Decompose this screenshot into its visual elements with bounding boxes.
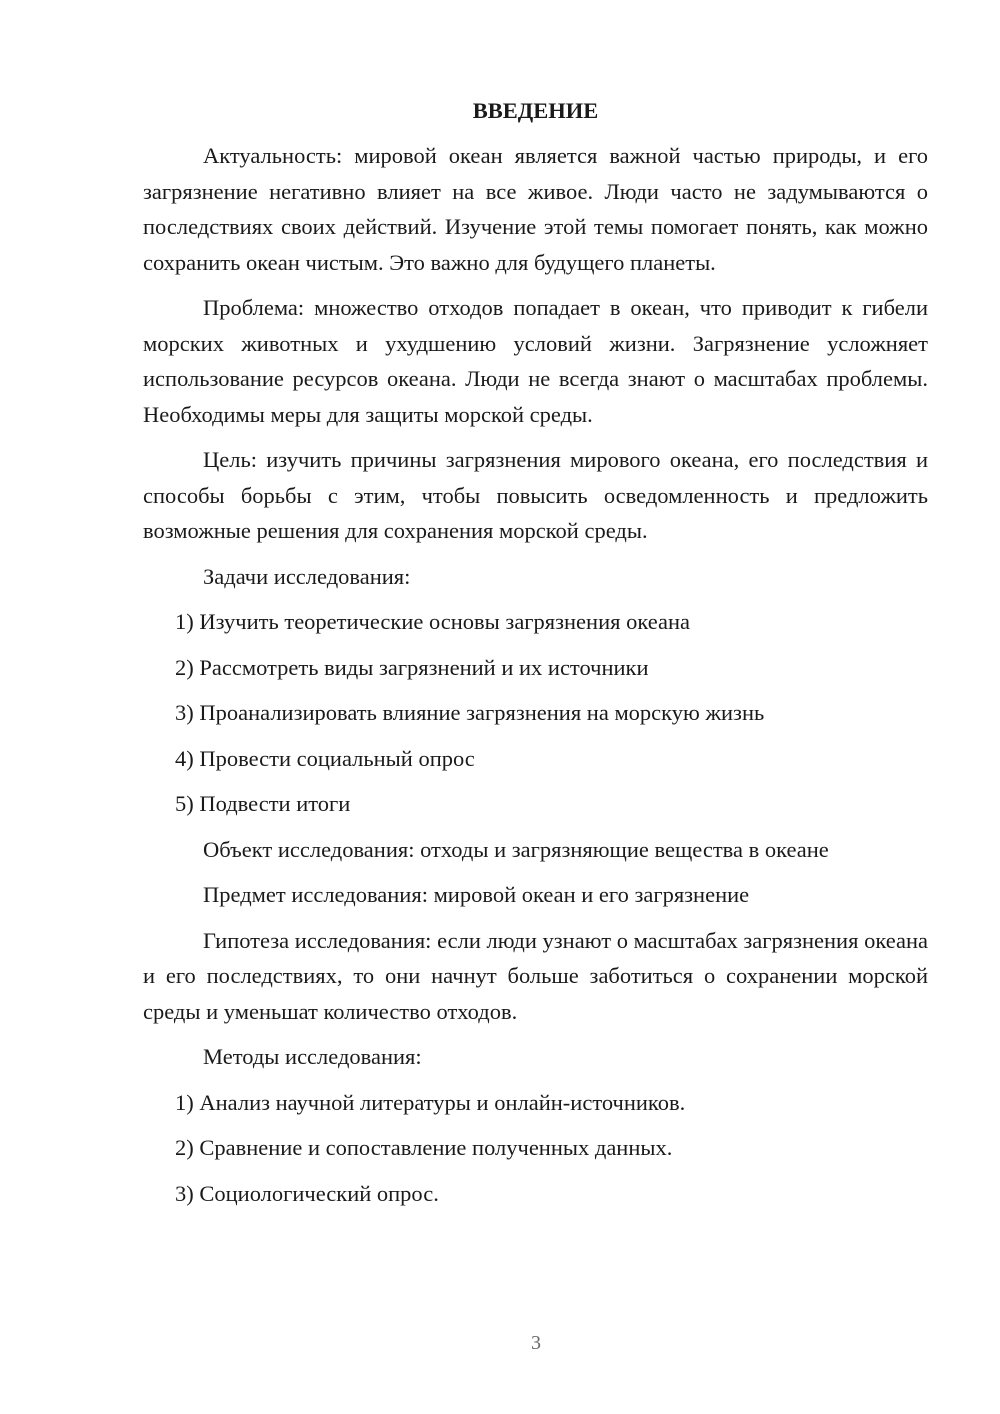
list-item: 2) Сравнение и сопоставление полученных данных. <box>175 1135 673 1160</box>
list-item: 5) Подвести итоги <box>175 791 351 816</box>
list-item: 1) Анализ научной литературы и онлайн-источников. <box>175 1089 686 1115</box>
goal-paragraph: Цель: изучить причины загрязнения мирового океана, его последствия и способы борьбы с этим, чтобы повысить осведомленность и предложить возможные решения для сохранения морской среды. <box>143 447 928 543</box>
methods-heading: Методы исследования: <box>203 1044 422 1069</box>
list-item: 4) Провести социальный опрос <box>175 745 475 771</box>
tasks-heading: Задачи исследования: <box>203 563 411 589</box>
list-item: 3) Социологический опрос. <box>175 1180 439 1206</box>
list-item: 1) Изучить теоретические основы загрязнения океана <box>175 609 690 634</box>
methods-list <box>143 1085 928 1212</box>
object-line: Объект исследования: отходы и загрязняющие вещества в океане <box>203 836 829 862</box>
problem-paragraph: Проблема: множество отходов попадает в океан, что приводит к гибели морских животных и ухудшению условий жизни. Загрязнение усложняет использование ресурсов океана. Люди не всегда знают о масштабах проблемы. Необходимы меры для защиты морской среды. <box>143 295 928 427</box>
relevance-paragraph: Актуальность: мировой океан является важной частью природы, и его загрязнение негативно влияет на все живое. Люди часто не задумываются о последствиях своих действий. Изучение этой темы помогает понять, как можно сохранить океан чистым. Это важно для будущего планеты. <box>143 143 928 275</box>
page-title: ВВЕДЕНИЕ <box>472 98 599 123</box>
list-item: 2) Рассмотреть виды загрязнений и их источники <box>175 654 649 680</box>
subject-line: Предмет исследования: мировой океан и его загрязнение <box>203 882 750 907</box>
tasks-list <box>143 604 928 822</box>
list-item: 3) Проанализировать влияние загрязнения на морскую жизнь <box>175 700 765 725</box>
page-number: 3 <box>531 1332 541 1354</box>
hypothesis-paragraph: Гипотеза исследования: если люди узнают о масштабах загрязнения океана и его последствиях, то они начнут больше заботиться о сохранении морской среды и уменьшат количество отходов. <box>143 927 928 1024</box>
page-content <box>143 96 928 1221</box>
